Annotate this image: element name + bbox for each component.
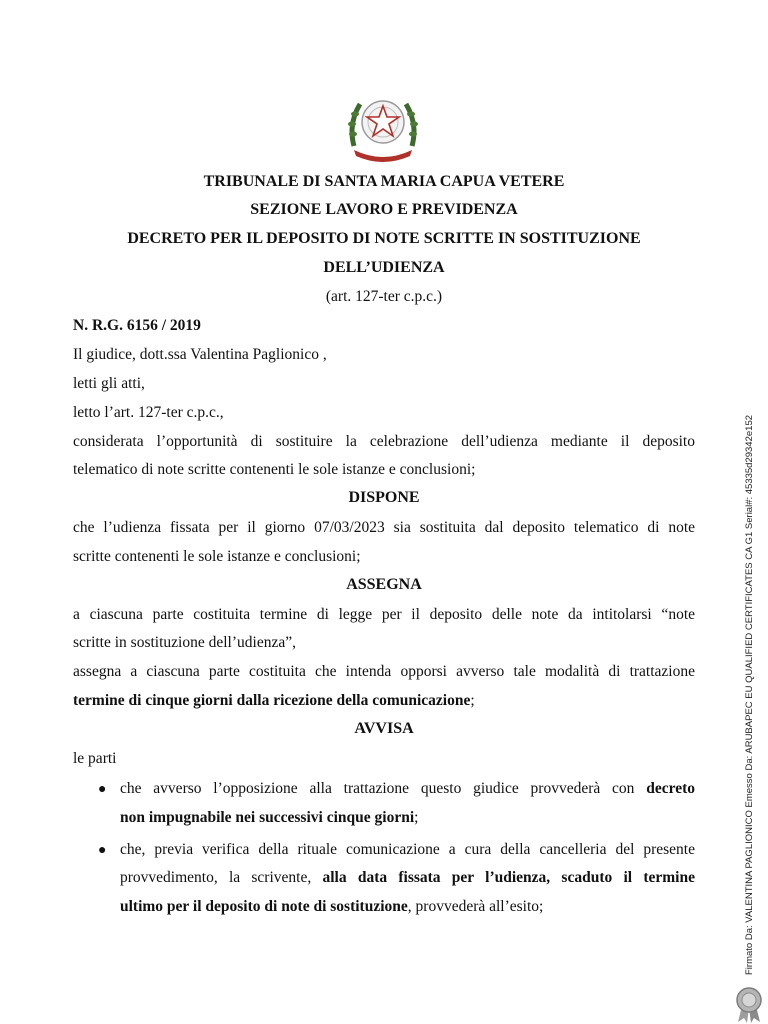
considered-line2: telematico di note scritte contenenti le sole istanze e conclusioni; <box>73 461 476 478</box>
bullet1-bold-b: non impugnabile nei successivi cinque giorni <box>120 809 415 826</box>
bullet2-end: , provvederà all’esito; <box>407 898 544 915</box>
italian-republic-emblem-icon <box>344 86 422 164</box>
dispone-heading: DISPONE <box>348 489 420 506</box>
bullet2-text-b: provvedimento, la scrivente, <box>120 869 323 886</box>
assegna-term-bold: termine di cinque giorni dalla ricezione della comunicazione <box>73 692 471 709</box>
dispone-line1: che l’udienza fissata per il giorno 07/03/2023 sia sostituita dal deposito telematico di note <box>73 519 695 536</box>
bullet-marker-1: ● <box>98 782 107 797</box>
assegna-line4 <box>73 692 695 710</box>
assegna-heading: ASSEGNA <box>346 576 422 593</box>
read-acts-line: letti gli atti, <box>73 375 145 392</box>
bullet1-bold-a: decreto <box>646 780 695 797</box>
bullet2-bold-b: alla data fissata per l’udienza, scaduto il termine <box>322 869 695 886</box>
case-number: N. R.G. 6156 / 2019 <box>73 317 201 334</box>
decree-title-line1: DECRETO PER IL DEPOSITO DI NOTE SCRITTE IN SOSTITUZIONE <box>127 230 641 247</box>
signature-seal-icon <box>732 984 766 1024</box>
assegna-line3: assegna a ciascuna parte costituita che intenda opporsi avverso tale modalità di trattazione <box>73 663 695 680</box>
bullet2-bold-c: ultimo per il deposito di note di sostituzione <box>120 898 408 915</box>
avvisa-heading: AVVISA <box>354 720 414 737</box>
bullet1-line1 <box>120 780 695 798</box>
section-name: SEZIONE LAVORO E PREVIDENZA <box>250 201 518 218</box>
assegna-line4-end: ; <box>470 692 475 709</box>
bullet2-line2 <box>120 869 695 887</box>
article-reference: (art. 127-ter c.p.c.) <box>325 288 443 305</box>
read-article-line: letto l’art. 127-ter c.p.c., <box>73 404 224 421</box>
court-name: TRIBUNALE DI SANTA MARIA CAPUA VETERE <box>203 173 565 190</box>
bullet1-line2 <box>120 809 695 827</box>
assegna-line2: scritte in sostituzione dell’udienza”, <box>73 634 296 651</box>
digital-signature-text: Firmato Da: VALENTINA PAGLIONICO Emesso Da: ARUBAPEC EU QUALIFIED CERTIFICATES CA G1 Serial#: 45335d29342e152 <box>744 414 755 975</box>
bullet-marker-2: ● <box>98 843 107 858</box>
considered-line1: considerata l’opportunità di sostituire la celebrazione dell’udienza mediante il deposito <box>73 433 695 450</box>
parties-line: le parti <box>73 750 117 767</box>
bullet1-end: ; <box>414 809 419 826</box>
decree-title-line2: DELL’UDIENZA <box>323 259 445 276</box>
bullet1-text-a: che avverso l’opposizione alla trattazione questo giudice provvederà con <box>120 780 647 797</box>
dispone-line2: scritte contenenti le sole istanze e conclusioni; <box>73 548 361 565</box>
bullet2-line1: che, previa verifica della rituale comunicazione a cura della cancelleria del presente <box>120 841 695 858</box>
judge-line: Il giudice, dott.ssa Valentina Paglionico , <box>73 346 327 363</box>
assegna-line1: a ciascuna parte costituita termine di legge per il deposito delle note da intitolarsi “note <box>73 606 695 623</box>
bullet2-line3 <box>120 898 695 916</box>
